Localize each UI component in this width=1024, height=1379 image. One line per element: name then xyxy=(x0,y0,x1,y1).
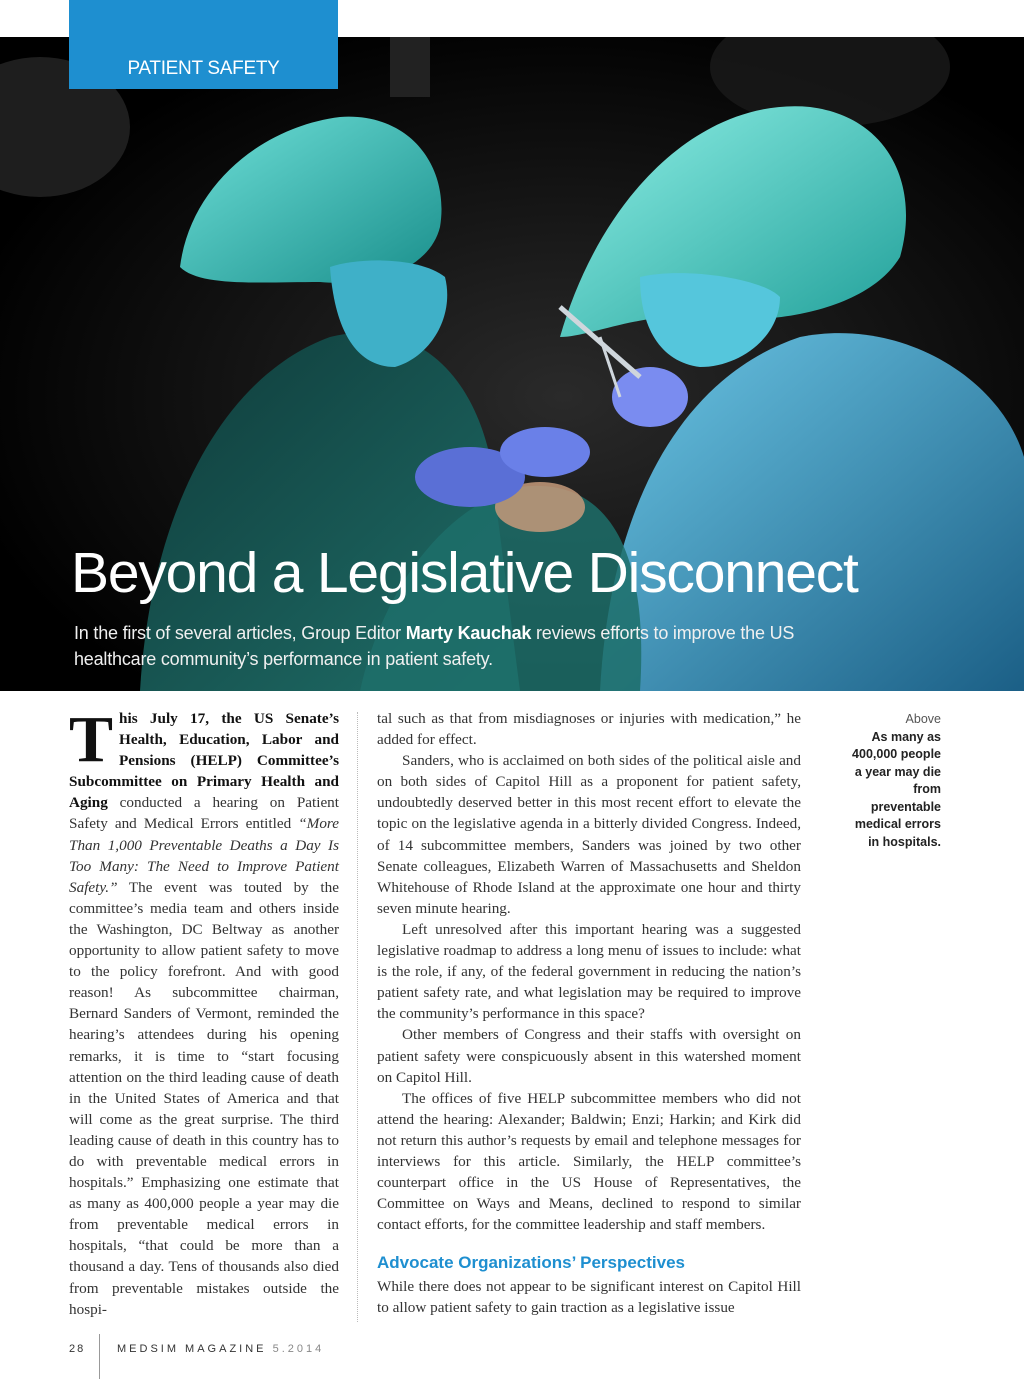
paragraph-text: The event was touted by the committee’s media team and others inside the Washington, DC Beltway as another opportunity to allow patient safety to move to the policy forefront. And with good reason! As subcommittee chairman, Bernard Sanders of Vermont, reminded the hearing’s attendees during his opening remarks, it is time to “start focusing attention on the third leading cause of death in the United States of America and that will come as the great surprise. The third leading cause of death in this country has to do with preventable medical errors in hospitals.” Emphasizing one estimate that as many as 400,000 people a year may die from preventable medical errors in hospitals, “that could be more than a thousand a day. Tens of thousands also died from preventable mistakes outside the hospi- xyxy=(69,878,339,1318)
deck-text-after: reviews efforts to improve the US healthcare community’s performance in patient safety. xyxy=(74,623,795,669)
column-divider xyxy=(357,712,358,1322)
lead-in: his July 17, the US Senate’s Health, Education, Labor and Pensions (HELP) Committee’s Subcommittee on Primary Health and Aging xyxy=(69,710,339,812)
subheading: Advocate Organizations’ Perspectives xyxy=(377,1253,686,1273)
article-headline: Beyond a Legislative Disconnect xyxy=(71,541,858,605)
article-deck xyxy=(74,620,834,672)
paragraph: Sanders, who is acclaimed on both sides of the political aisle and on both sides of Capitol Hill as a proponent for patient safety, undoubtedly deserved better in this most recent effort to elevate the topic on the legislative agenda in a bitterly divided Congress. Indeed, of 14 subcommittee members, Sanders was joined by two other Senate colleagues, Elizabeth Warren of Massachusetts and Sheldon Whitehouse of Rhode Island at the approximate one hour and thirty seven minute hearing. xyxy=(377,752,801,917)
article-column-1 xyxy=(69,703,339,1320)
deck-text-before: In the first of several articles, Group Editor xyxy=(74,623,406,643)
paragraph: Other members of Congress and their staffs with oversight on patient safety were conspicuously absent in this watershed moment on Capitol Hill. xyxy=(377,1026,801,1086)
section-tab: PATIENT SAFETY xyxy=(69,0,338,89)
paragraph-text: conducted a hearing on Patient Safety and Medical Errors entitled xyxy=(69,794,339,833)
magazine-name: MEDSIM MAGAZINE xyxy=(117,1343,267,1355)
page-number: 28 xyxy=(69,1343,86,1355)
article-column-2 xyxy=(377,708,801,1319)
paragraph: Left unresolved after this important hearing was a suggested legislative roadmap to address a long menu of issues to include: what is the role, if any, of the federal government in reducing the nation’s patient safety rate, and what legislation may be required to improve the community’s performance in this space? xyxy=(377,920,801,1023)
paragraph: The offices of five HELP subcommittee members who did not attend the hearing: Alexander; Baldwin; Enzi; Harkin; and Kirk did not return this author’s requests by email and telephone messages for interviews for this article. Similarly, the HELP committee’s counterpart office in the US House of Representatives, the Committee on Ways and Means, declined to respond to similar contact efforts, for the committee leadership and staff members. xyxy=(377,1089,801,1234)
paragraph: While there does not appear to be significant interest on Capitol Hill to allow patient safety to gain traction as a legislative issue xyxy=(377,1278,801,1317)
drop-cap: T xyxy=(69,703,114,776)
footer-divider xyxy=(99,1334,100,1379)
magazine-footer xyxy=(117,1343,324,1355)
paragraph-1 xyxy=(69,703,339,1320)
caption-text: As many as 400,000 people a year may die from preventable medical errors in hospitals. xyxy=(852,729,941,849)
issue-date: 5.2014 xyxy=(272,1343,325,1355)
photo-caption xyxy=(846,711,941,851)
deck-author: Marty Kauchak xyxy=(405,623,532,643)
hearing-title: “More Than 1,000 Preventable Deaths a Day Is Too Many: The Need to Improve Patient Safety.” xyxy=(69,815,339,896)
caption-label: Above xyxy=(905,712,941,726)
paragraph: tal such as that from misdiagnoses or injuries with medication,” he added for effect. xyxy=(377,710,801,749)
